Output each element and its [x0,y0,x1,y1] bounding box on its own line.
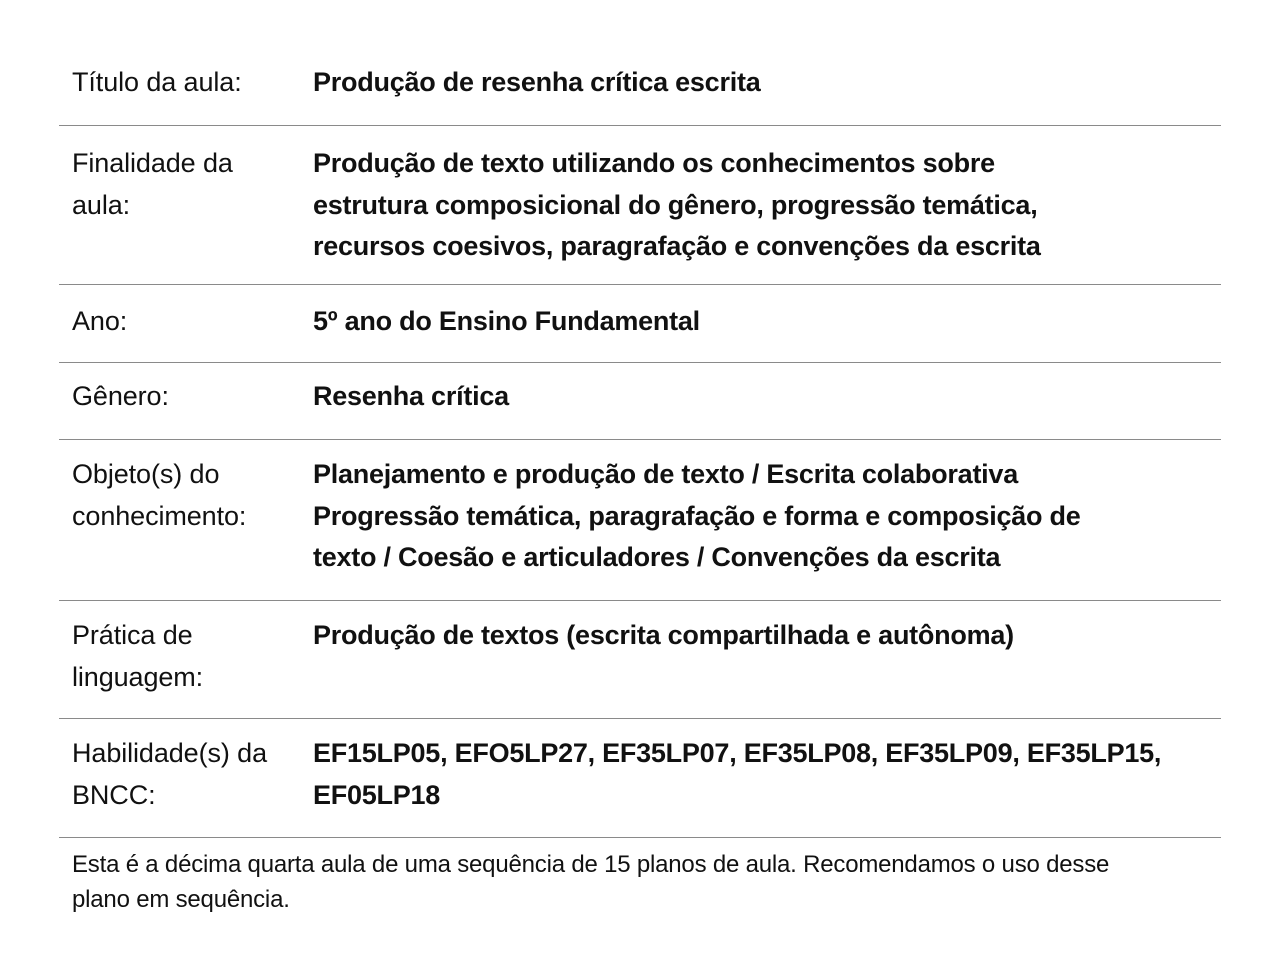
knowledge-objects-value [313,454,1221,600]
lesson-info-table [59,44,1221,917]
language-practice-value [313,615,1221,718]
label-line: linguagem: [72,661,204,692]
value-line: Produção de resenha crítica escrita [313,67,761,97]
language-practice-label [59,615,313,718]
value-line: EF05LP18 [313,779,441,810]
row-school-year [59,285,1221,363]
bncc-skills-value [313,733,1221,837]
value-line: Planejamento e produção de texto / Escrita colaborativa [313,459,1018,489]
note-line: plano em sequência. [72,885,290,913]
row-bncc-skills [59,719,1221,838]
row-lesson-purpose [59,126,1221,285]
value-line: EF15LP05, EFO5LP27, EF35LP07, EF35LP08, EF35LP09, EF35LP15, [313,738,1162,768]
label-line: Ano: [72,306,128,336]
row-knowledge-objects [59,440,1221,601]
note-line: Esta é a décima quarta aula de uma sequência de 15 planos de aula. Recomendamos o uso desse [72,851,1110,878]
label-line: Objeto(s) do [72,459,220,489]
label-line: Finalidade da [72,148,233,178]
school-year-value [313,301,1221,362]
bncc-skills-label [59,733,313,837]
lesson-title-value [313,62,1221,125]
row-genre [59,363,1221,440]
value-line: estrutura composicional do gênero, progressão temática, [313,189,1038,220]
genre-value [313,376,1221,439]
label-line: BNCC: [72,779,156,810]
label-line: aula: [72,189,131,220]
value-line: recursos coesivos, paragrafação e convenções da escrita [313,231,1041,261]
value-line: texto / Coesão e articuladores / Convenções da escrita [313,542,1001,572]
lesson-purpose-label [59,143,313,284]
label-line: Prática de [72,620,193,650]
row-lesson-title [59,44,1221,126]
label-line: conhecimento: [72,500,247,531]
label-line: Gênero: [72,381,169,411]
label-line: Título da aula: [72,67,242,97]
knowledge-objects-label [59,454,313,600]
lesson-title-label [59,62,313,125]
sequence-note [59,838,1221,917]
label-line: Habilidade(s) da [72,738,268,768]
value-line: 5º ano do Ensino Fundamental [313,306,700,336]
value-line: Produção de texto utilizando os conhecimentos sobre [313,148,995,178]
value-line: Resenha crítica [313,381,509,411]
value-line: Progressão temática, paragrafação e forma e composição de [313,500,1081,531]
row-language-practice [59,601,1221,719]
value-line: Produção de textos (escrita compartilhada e autônoma) [313,620,1014,650]
genre-label [59,376,313,439]
lesson-purpose-value [313,143,1221,284]
school-year-label [59,301,313,362]
